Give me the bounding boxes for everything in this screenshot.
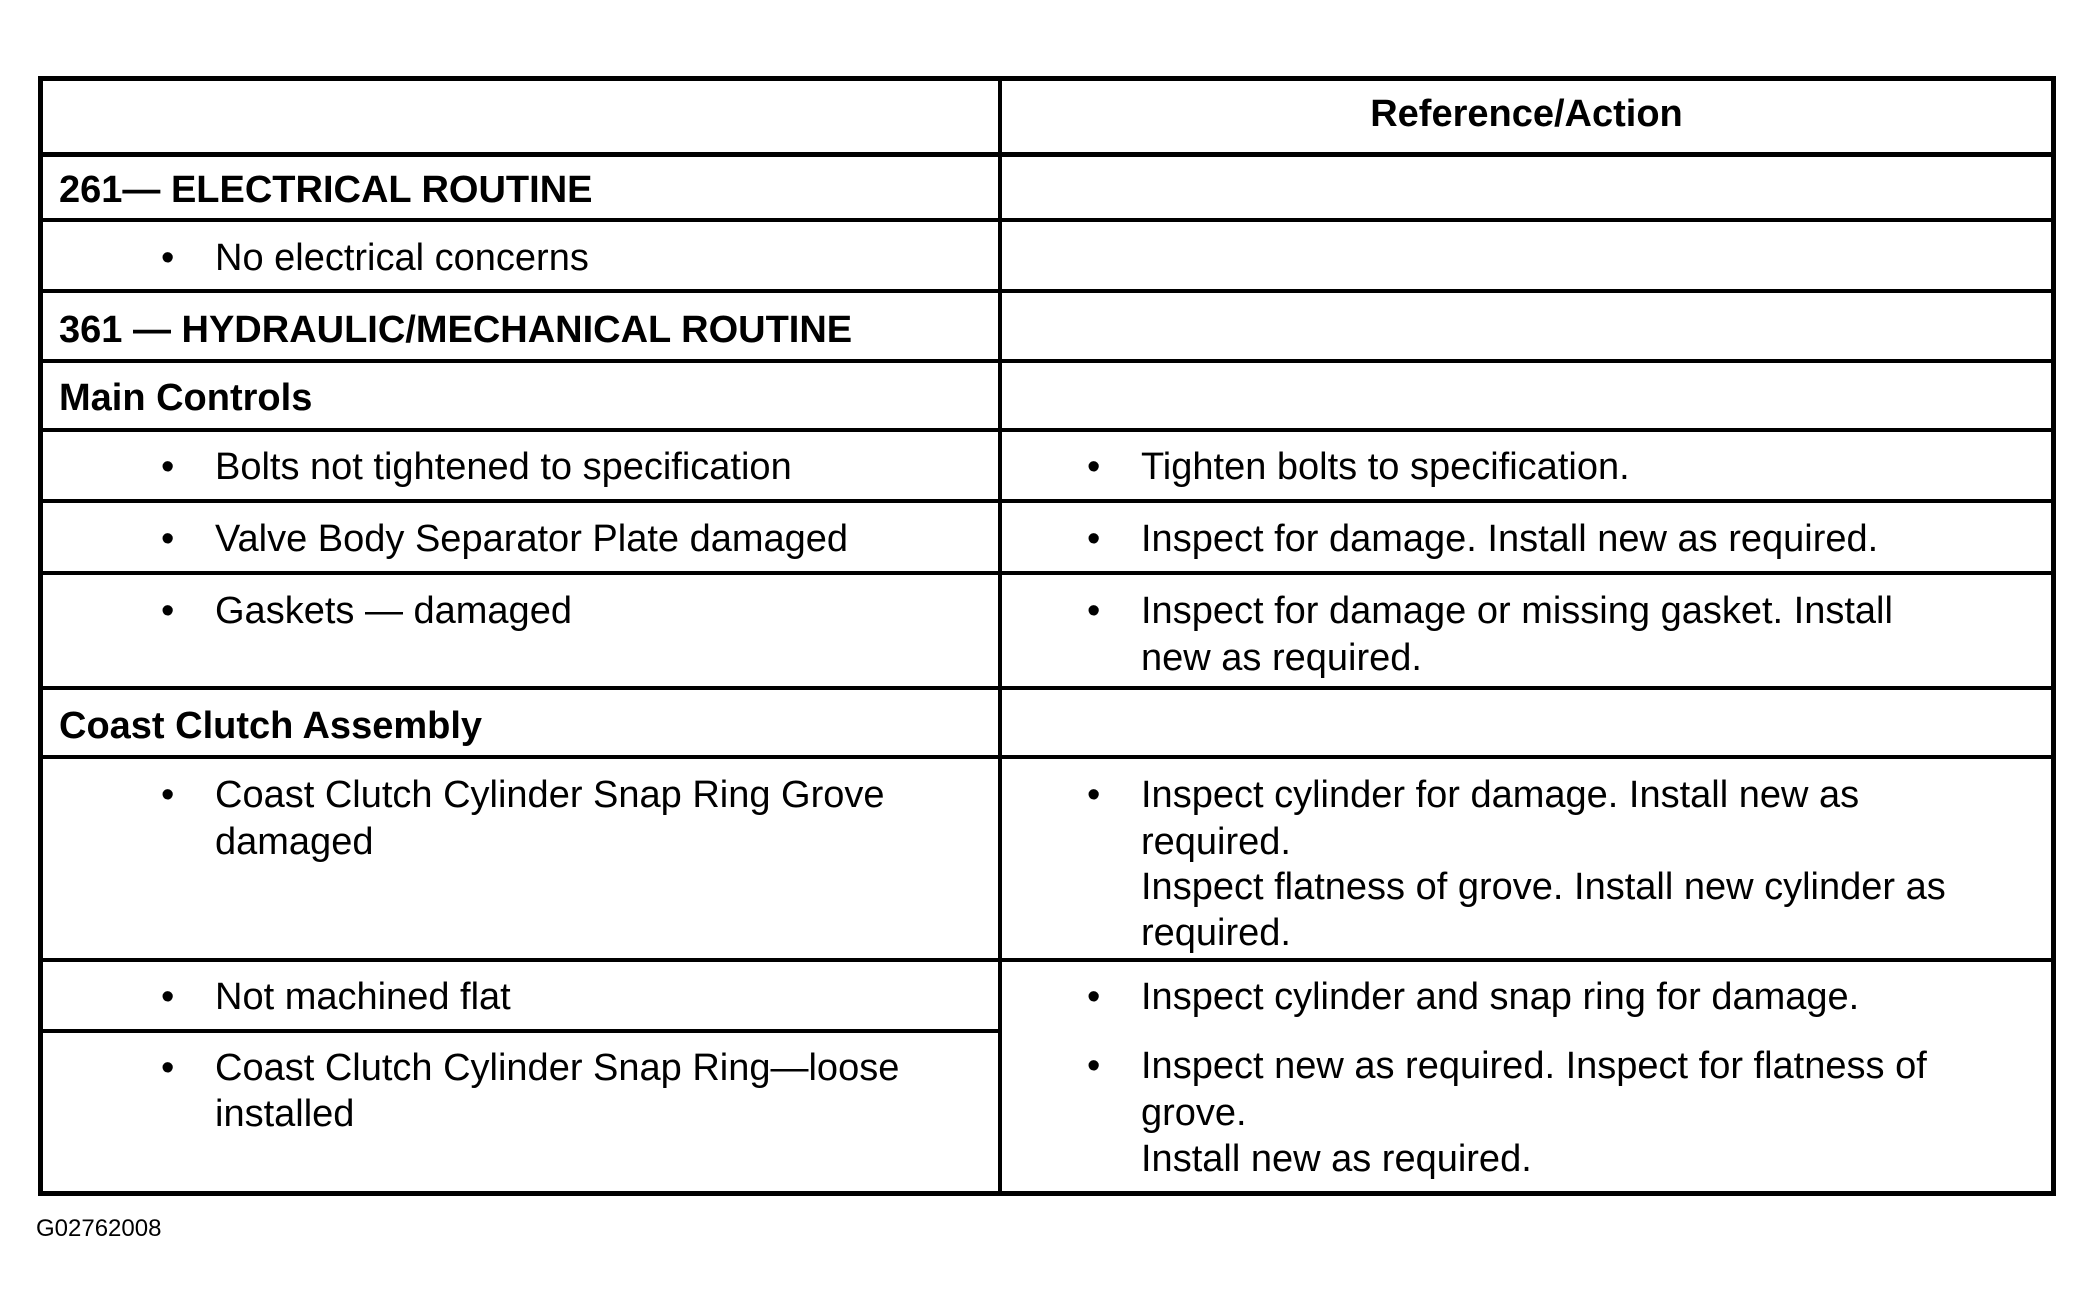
subsection-title-main-controls: Main Controls — [59, 377, 313, 419]
diagnosis-table — [38, 76, 2056, 1196]
bullet: • — [1087, 1045, 1101, 1087]
action-text: Inspect for damage. Install new as required. — [1141, 518, 1879, 560]
header-divider — [43, 152, 2051, 157]
condition-text: installed — [215, 1093, 355, 1135]
condition-text: Coast Clutch Cylinder Snap Ring—loose — [215, 1047, 900, 1089]
action-text: required. — [1141, 821, 1291, 863]
action-text: Inspect cylinder and snap ring for damage. — [1141, 976, 1860, 1018]
row-divider — [43, 686, 2051, 690]
condition-text: No electrical concerns — [215, 237, 589, 279]
action-text: Tighten bolts to specification. — [1141, 446, 1630, 488]
bullet: • — [1087, 590, 1101, 632]
action-text: Inspect flatness of grove. Install new cylinder as — [1141, 866, 1946, 908]
row-divider — [43, 1029, 1000, 1033]
condition-text: Coast Clutch Cylinder Snap Ring Grove — [215, 774, 885, 816]
row-divider — [43, 958, 2051, 962]
row-divider — [43, 359, 2051, 363]
column-header-reference-action: Reference/Action — [1370, 93, 1683, 135]
row-divider — [43, 571, 2051, 575]
bullet: • — [161, 1047, 175, 1089]
column-divider — [998, 81, 1002, 1191]
bullet: • — [1087, 518, 1101, 560]
subsection-title-coast-clutch: Coast Clutch Assembly — [59, 705, 483, 747]
action-text: required. — [1141, 912, 1291, 954]
row-divider — [43, 499, 2051, 503]
figure-id: G02762008 — [36, 1215, 162, 1242]
bullet: • — [161, 976, 175, 1018]
row-divider — [43, 755, 2051, 759]
row-divider — [43, 218, 2051, 222]
bullet: • — [161, 518, 175, 560]
action-text: Inspect for damage or missing gasket. Install — [1141, 590, 1893, 632]
action-text: Inspect new as required. Inspect for flatness of — [1141, 1045, 1927, 1087]
bullet: • — [1087, 446, 1101, 488]
section-title-hydraulic: 361 — HYDRAULIC/MECHANICAL ROUTINE — [59, 309, 853, 351]
row-divider — [43, 428, 2051, 432]
action-text: grove. — [1141, 1092, 1247, 1134]
bullet: • — [161, 774, 175, 816]
bullet: • — [1087, 976, 1101, 1018]
bullet: • — [161, 237, 175, 279]
bullet: • — [161, 590, 175, 632]
row-divider — [43, 289, 2051, 293]
condition-text: Not machined flat — [215, 976, 511, 1018]
condition-text: damaged — [215, 821, 374, 863]
action-text: new as required. — [1141, 637, 1422, 679]
action-text: Inspect cylinder for damage. Install new as — [1141, 774, 1860, 816]
bullet: • — [161, 446, 175, 488]
condition-text: Bolts not tightened to specification — [215, 446, 792, 488]
action-text: Install new as required. — [1141, 1138, 1532, 1180]
condition-text: Valve Body Separator Plate damaged — [215, 518, 849, 560]
section-title-electrical: 261— ELECTRICAL ROUTINE — [59, 169, 593, 211]
bullet: • — [1087, 774, 1101, 816]
condition-text: Gaskets — damaged — [215, 590, 572, 632]
